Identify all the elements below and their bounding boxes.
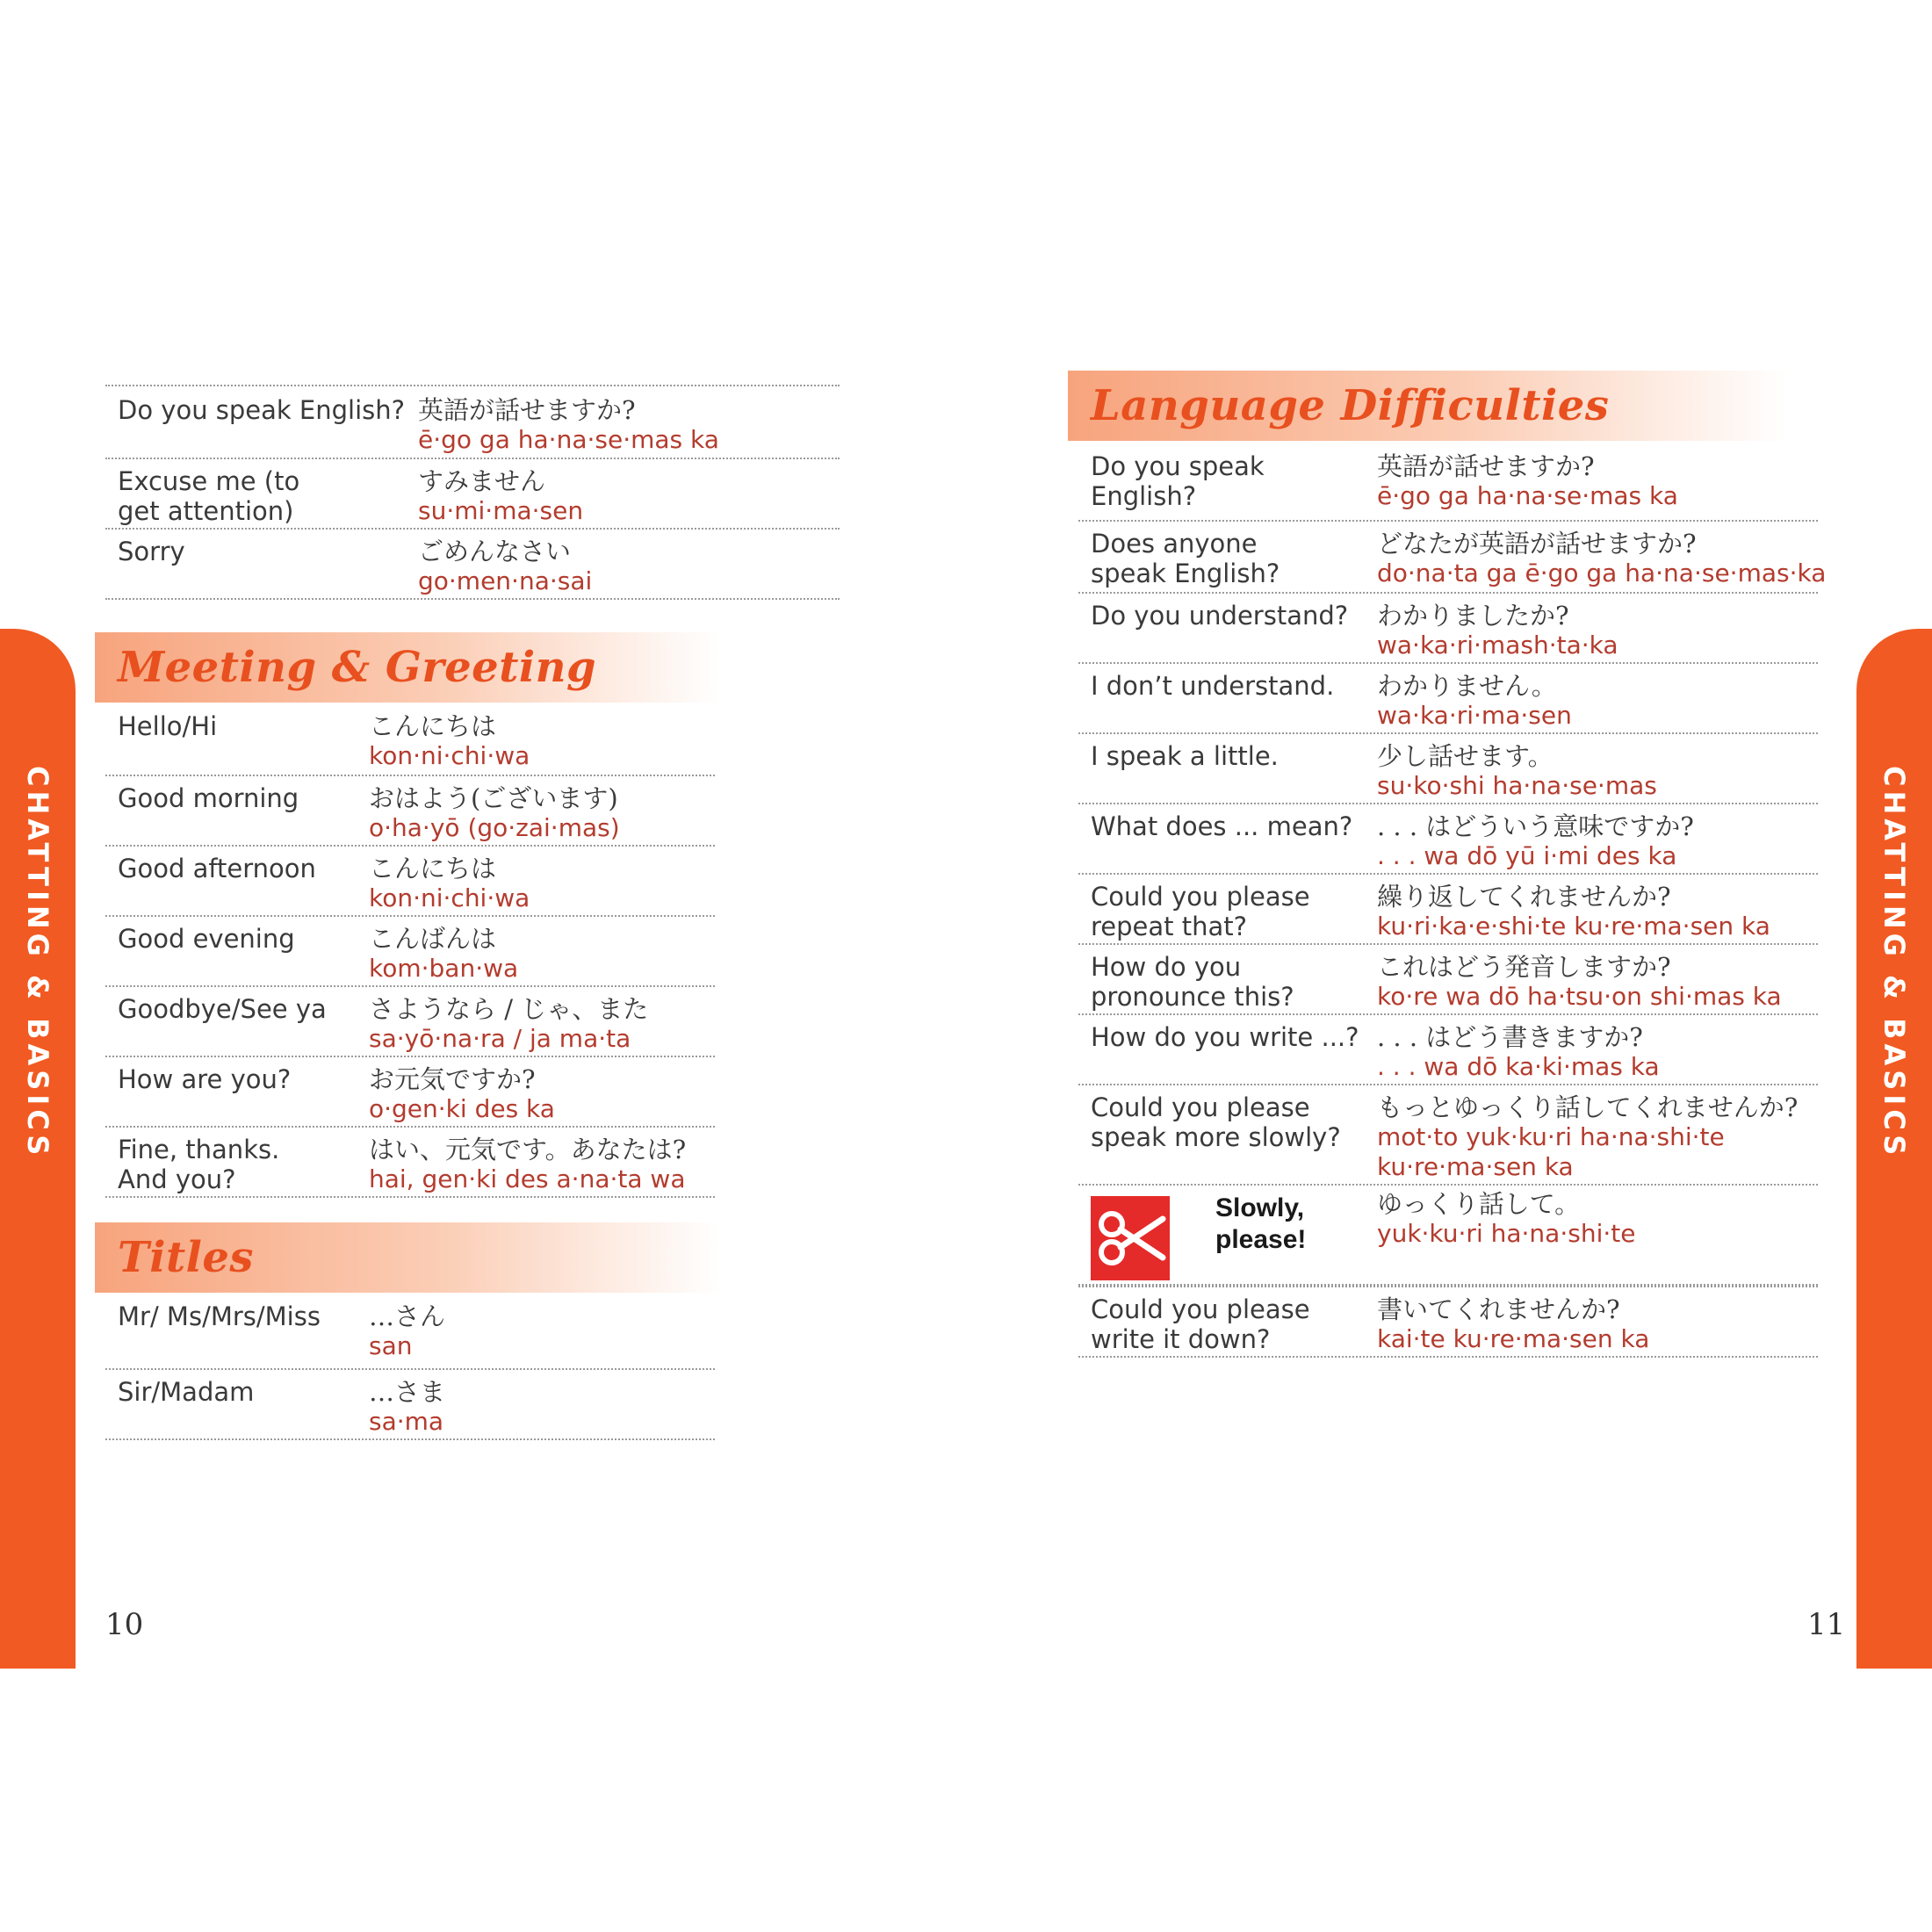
romanization: ē·go ga ha·na·se·mas ka [418,425,719,454]
english-phrase: How do you write ...? [1091,1022,1359,1052]
japanese-phrase: ゆっくり話して。 [1377,1189,1581,1219]
english-phrase: Could you please speak more slowly? [1091,1092,1341,1152]
table-row [1078,448,1818,522]
page-number: 11 [1807,1607,1846,1642]
right-page [966,0,1932,1932]
table-row [105,1128,715,1198]
japanese-phrase: はい、元気です。あなたは? [369,1135,687,1164]
japanese-phrase: 英語が話せますか? [1377,451,1595,481]
romanization: hai, gen·ki des a·na·ta wa [369,1164,686,1193]
table-row [105,1057,715,1128]
english-phrase: Sir/Madam [118,1377,255,1407]
romanization: wa·ka·ri·ma·sen [1377,701,1572,730]
japanese-phrase: すみません [418,466,546,496]
romanization: mot·to yuk·ku·ri ha·na·shi·te ku·re·ma·sen ka [1377,1122,1725,1181]
japanese-phrase: もっとゆっくり話してくれませんか? [1377,1092,1799,1122]
japanese-phrase: …さま [369,1377,446,1407]
side-tab-label: CHATTING & BASICS [1878,765,1911,1160]
japanese-phrase: …さん [369,1301,446,1331]
table-row [1078,734,1818,804]
romanization: go·men·na·sai [418,566,593,595]
english-phrase: Do you speak English? [1091,451,1265,511]
romanization: kon·ni·chi·wa [369,883,530,912]
japanese-phrase: こんにちは [369,854,497,883]
romanization: ko·re wa dō ha·tsu·on shi·mas ka [1377,982,1782,1011]
section-title: Titles [118,1233,254,1282]
english-phrase: Good morning [118,783,299,813]
table-row [105,1300,715,1370]
romanization: kom·ban·wa [369,954,519,983]
english-phrase: Does anyone speak English? [1091,529,1280,588]
romanization: ē·go ga ha·na·se·mas ka [1377,481,1678,510]
tip-box [1078,1186,1818,1286]
japanese-phrase: . . . はどう書きますか? [1377,1022,1643,1052]
language-difficulties-table [1078,448,1827,1358]
romanization: . . . wa dō ka·ki·mas ka [1377,1052,1660,1081]
table-row [105,776,715,847]
japanese-phrase: お元気ですか? [369,1064,536,1094]
romanization: . . . wa dō yū i·mi des ka [1377,841,1677,870]
english-phrase: Mr/ Ms/Mrs/Miss [118,1301,321,1331]
page-number: 10 [105,1607,144,1642]
table-row [105,530,840,600]
section-tab-left [0,629,76,1669]
section-title: Meeting & Greeting [118,643,597,692]
english-phrase: Sorry [118,537,185,566]
titles-header [95,1222,720,1293]
scissors-icon [1091,1196,1170,1280]
japanese-phrase: さようなら / じゃ、また [369,994,649,1024]
section-tab-right [1856,629,1932,1669]
table-row [105,847,715,917]
table-row [1078,804,1818,875]
table-row [1078,594,1818,664]
tip-label: Slowly, please! [1215,1193,1307,1254]
table-row [1078,522,1827,594]
table-row [1078,1015,1818,1085]
romanization: yuk·ku·ri ha·na·shi·te [1377,1219,1636,1248]
romanization: kon·ni·chi·wa [369,741,530,770]
romanization: sa·ma [369,1407,444,1436]
romanization: su·ko·shi ha·na·se·mas [1377,771,1657,800]
english-phrase: Goodbye/See ya [118,994,327,1024]
english-phrase: Good afternoon [118,854,316,883]
section-title: Language Difficulties [1091,381,1610,430]
romanization: ku·ri·ka·e·shi·te ku·re·ma·sen ka [1377,912,1770,941]
english-phrase: What does ... mean? [1091,811,1353,841]
romanization: sa·yō·na·ra / ja ma·ta [369,1024,631,1053]
romanization: o·ha·yō (go·zai·mas) [369,813,620,842]
meeting-greeting-header [95,632,720,703]
romanization: su·mi·ma·sen [418,496,584,525]
japanese-phrase: 書いてくれませんか? [1377,1294,1620,1324]
english-phrase: Do you speak English? [118,395,406,425]
side-tab-label: CHATTING & BASICS [21,765,54,1160]
table-row [1078,945,1818,1015]
table-row [105,386,840,459]
english-phrase: Could you please write it down? [1091,1294,1310,1354]
romanization: wa·ka·ri·mash·ta·ka [1377,631,1618,660]
language-difficulties-header [1068,371,1788,441]
english-phrase: Could you please repeat that? [1091,882,1310,941]
titles-table [105,1300,715,1440]
japanese-phrase: わかりましたか? [1377,601,1569,631]
table-row [105,917,715,987]
table-row [1078,1286,1818,1358]
table-row [105,459,840,530]
top-phrase-table [105,385,840,600]
japanese-phrase: 少し話せます。 [1377,741,1554,771]
table-row [1078,664,1818,734]
english-phrase: Do you understand? [1091,601,1349,631]
english-phrase: How are you? [118,1064,292,1094]
romanization: o·gen·ki des ka [369,1094,555,1123]
english-phrase: How do you pronounce this? [1091,952,1294,1012]
english-phrase: Hello/Hi [118,711,218,741]
japanese-phrase: おはよう(ございます) [369,783,618,813]
japanese-phrase: ごめんなさい [418,537,572,566]
japanese-phrase: どなたが英語が話せますか? [1377,529,1697,559]
english-phrase: I don’t understand. [1091,671,1335,701]
japanese-phrase: これはどう発音しますか? [1377,952,1671,982]
japanese-phrase: . . . はどういう意味ですか? [1377,811,1694,841]
japanese-phrase: 英語が話せますか? [418,395,636,425]
english-phrase: Excuse me (to get attention) [118,466,300,526]
table-row [105,987,715,1057]
japanese-phrase: こんばんは [369,924,497,954]
romanization: san [369,1331,413,1360]
english-phrase: I speak a little. [1091,741,1279,771]
table-row [1078,875,1818,945]
japanese-phrase: わかりません。 [1377,671,1557,701]
table-row [1078,1085,1818,1186]
table-row [105,710,715,776]
romanization: do·na·ta ga ē·go ga ha·na·se·mas·ka [1377,559,1827,588]
japanese-phrase: 繰り返してくれませんか? [1377,882,1671,912]
table-row [105,1370,715,1440]
english-phrase: Good evening [118,924,295,954]
english-phrase: Fine, thanks. And you? [118,1135,280,1194]
romanization: kai·te ku·re·ma·sen ka [1377,1324,1650,1353]
meeting-greeting-table [105,710,715,1198]
japanese-phrase: こんにちは [369,711,497,741]
